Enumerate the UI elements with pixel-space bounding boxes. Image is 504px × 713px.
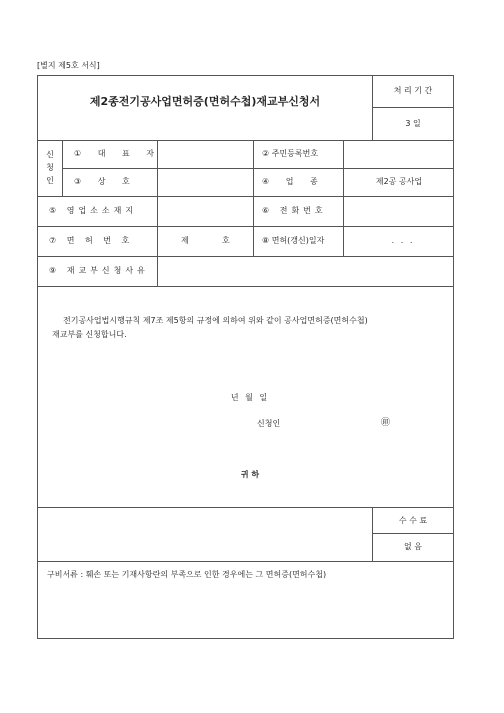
- license-date-label: ⑧ 면허(갱신)일자: [262, 236, 325, 245]
- license-number-prefix: 제: [181, 236, 189, 245]
- representative-field[interactable]: [158, 141, 252, 167]
- reissue-reason-field[interactable]: [158, 257, 453, 285]
- form-label: [별지 제5호 서식]: [37, 61, 100, 70]
- divider: [62, 168, 454, 169]
- business-address-label: ⑤ 영업소소재지: [49, 206, 138, 215]
- application-statement: 전기공사업법시행규칙 제7조 제5항의 규정에 의하여 위와 같이 공사업면허증(면허수첩): [63, 316, 368, 325]
- divider: [372, 533, 454, 534]
- business-address-field[interactable]: [158, 197, 252, 225]
- divider: [37, 561, 454, 562]
- form-title: 제2종전기공사업면허증(면허수첩)재교부신청서: [89, 95, 321, 108]
- applicant-group-char: 인: [46, 176, 54, 185]
- divider: [372, 107, 454, 108]
- business-type-value: 제2공 공사업: [375, 177, 423, 186]
- resident-number-label: ② 주민등록번호: [262, 149, 319, 158]
- divider: [37, 226, 454, 227]
- divider: [37, 286, 454, 287]
- trade-name-field[interactable]: [158, 169, 252, 195]
- fee-value: 없 음: [404, 542, 422, 551]
- representative-label: ① 대 표 자: [74, 149, 161, 158]
- resident-number-field[interactable]: [344, 141, 453, 167]
- date-line: 년 월 일: [230, 393, 270, 402]
- license-date-value: . . .: [391, 236, 415, 245]
- divider: [62, 140, 63, 196]
- reissue-reason-label: ⑨ 재교부신청사유: [49, 266, 149, 275]
- applicant-group-char: 청: [46, 163, 54, 172]
- applicant-signature-label: 신청인: [257, 419, 281, 428]
- phone-field[interactable]: [344, 197, 453, 225]
- license-number-suffix: 호: [222, 236, 230, 245]
- license-number-label: ⑦ 면 허 번 호: [49, 236, 134, 245]
- processing-period-label: 처 리 기 간: [393, 86, 433, 95]
- seal-mark: ㊞: [381, 418, 391, 428]
- business-type-label: ④ 업 종: [262, 177, 325, 186]
- addressee: 귀 하: [240, 470, 260, 479]
- processing-period-value: 3 일: [405, 119, 421, 128]
- divider: [253, 140, 254, 256]
- divider: [37, 507, 454, 508]
- application-statement-cont: 재교부를 신청합니다.: [52, 330, 127, 339]
- trade-name-label: ③ 상 호: [74, 177, 137, 186]
- applicant-group-char: 신: [46, 150, 54, 159]
- required-documents: 구비서류 : 훼손 또는 기재사항란의 부족으로 인한 경우에는 그 면허증(면허수첩): [47, 570, 327, 579]
- fee-label: 수 수 료: [398, 516, 428, 525]
- phone-label: ⑥ 전화번호: [262, 206, 327, 215]
